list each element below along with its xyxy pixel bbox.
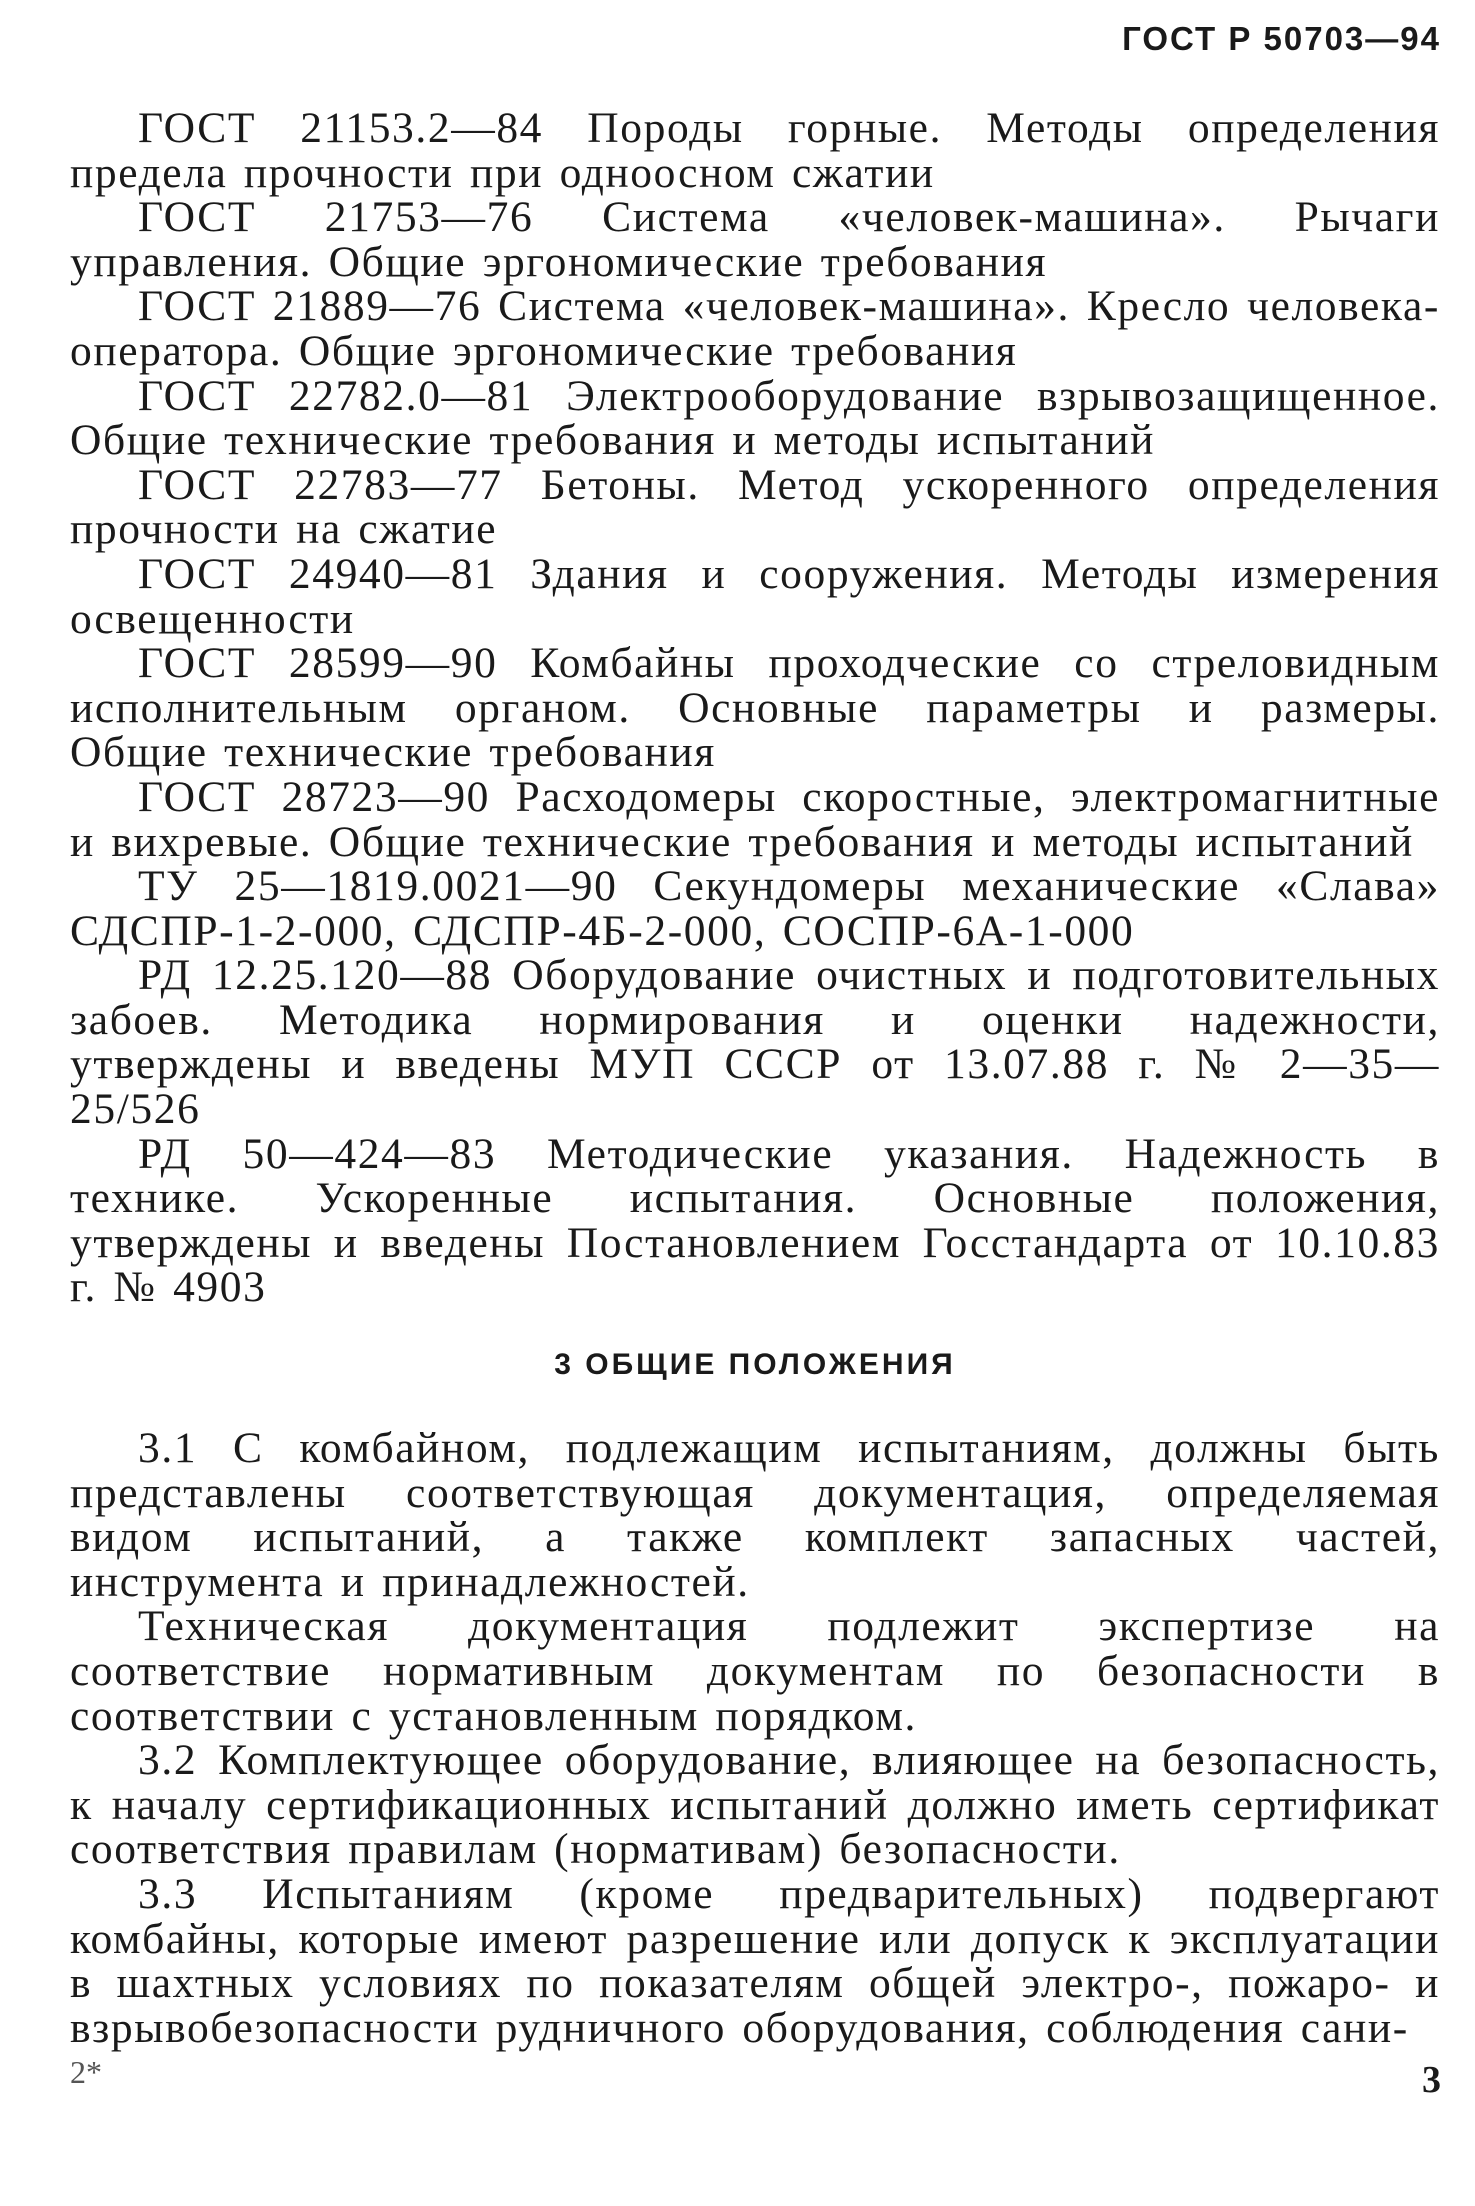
reference-item: ГОСТ 22783—77 Бетоны. Метод ускоренного определения прочности на сжатие <box>70 460 1440 554</box>
reference-item: РД 12.25.120—88 Оборудование очистных и подготовительных забоев. Методика нормирования и оценки надежности, утверждены и введены МУП СССР от 13.07.88 г. № 2—35—25/526 <box>70 951 1440 1134</box>
section-paragraph: 3.3 Испытаниям (кроме предварительных) подвергают комбайны, которые имеют разрешение или допуск к эксплуатации в шахтных условиях по показателям общей электро-, пожаро- и взрывобезопасности рудничного оборудования, соблюдения сани- <box>70 1869 1440 2052</box>
standard-code-header: ГОСТ Р 50703—94 <box>1122 20 1441 57</box>
reference-item: ГОСТ 21753—76 Система «человек-машина». Рычаги управления. Общие эргономические требования <box>70 193 1440 286</box>
reference-item: ГОСТ 22782.0—81 Электрооборудование взрывозащищенное. Общие технические требования и методы испытаний <box>70 371 1440 465</box>
section-paragraph: Техническая документация подлежит экспертизе на соответствие нормативным документам по безопасности в соответствии с установленным порядком. <box>70 1602 1440 1740</box>
page-content <box>70 106 1440 2050</box>
reference-item: ГОСТ 21153.2—84 Породы горные. Методы определения предела прочности при одноосном сжатии <box>70 104 1440 197</box>
reference-item: ГОСТ 28599—90 Комбайны проходческие со стреловидным исполнительным органом. Основные параметры и размеры. Общие технические требования <box>70 639 1440 777</box>
reference-item: ГОСТ 24940—81 Здания и сооружения. Методы измерения освещенности <box>70 549 1440 643</box>
section-paragraph: 3.2 Комплектующее оборудование, влияющее на безопасность, к началу сертификационных испытаний должно иметь сертификат соответствия правилам (нормативам) безопасности. <box>70 1736 1440 1874</box>
reference-item: ГОСТ 21889—76 Система «человек-машина». Кресло человека-оператора. Общие эргономические требования <box>70 282 1440 375</box>
reference-item: ТУ 25—1819.0021—90 Секундомеры механические «Слава» СДСПР-1-2-000, СДСПР-4Б-2-000, СОСПР-6А-1-000 <box>70 862 1440 955</box>
reference-item: РД 50—424—83 Методические указания. Надежность в технике. Ускоренные испытания. Основные положения, утверждены и введены Постановлением Госстандарта от 10.10.83 г. № 4903 <box>70 1129 1440 1312</box>
section-paragraph: 3.1 С комбайном, подлежащим испытаниям, должны быть представлены соответствующая документация, определяемая видом испытаний, а также комплект запасных частей, инструмента и принадлежностей. <box>70 1424 1440 1606</box>
section-heading: 3 ОБЩИЕ ПОЛОЖЕНИЯ <box>554 1348 956 1382</box>
reference-item: ГОСТ 28723—90 Расходомеры скоростные, электромагнитные и вихревые. Общие технические требования и методы испытаний <box>70 772 1440 866</box>
page-number: 3 <box>1422 2059 1441 2101</box>
signature-mark: 2* <box>70 2054 102 2090</box>
